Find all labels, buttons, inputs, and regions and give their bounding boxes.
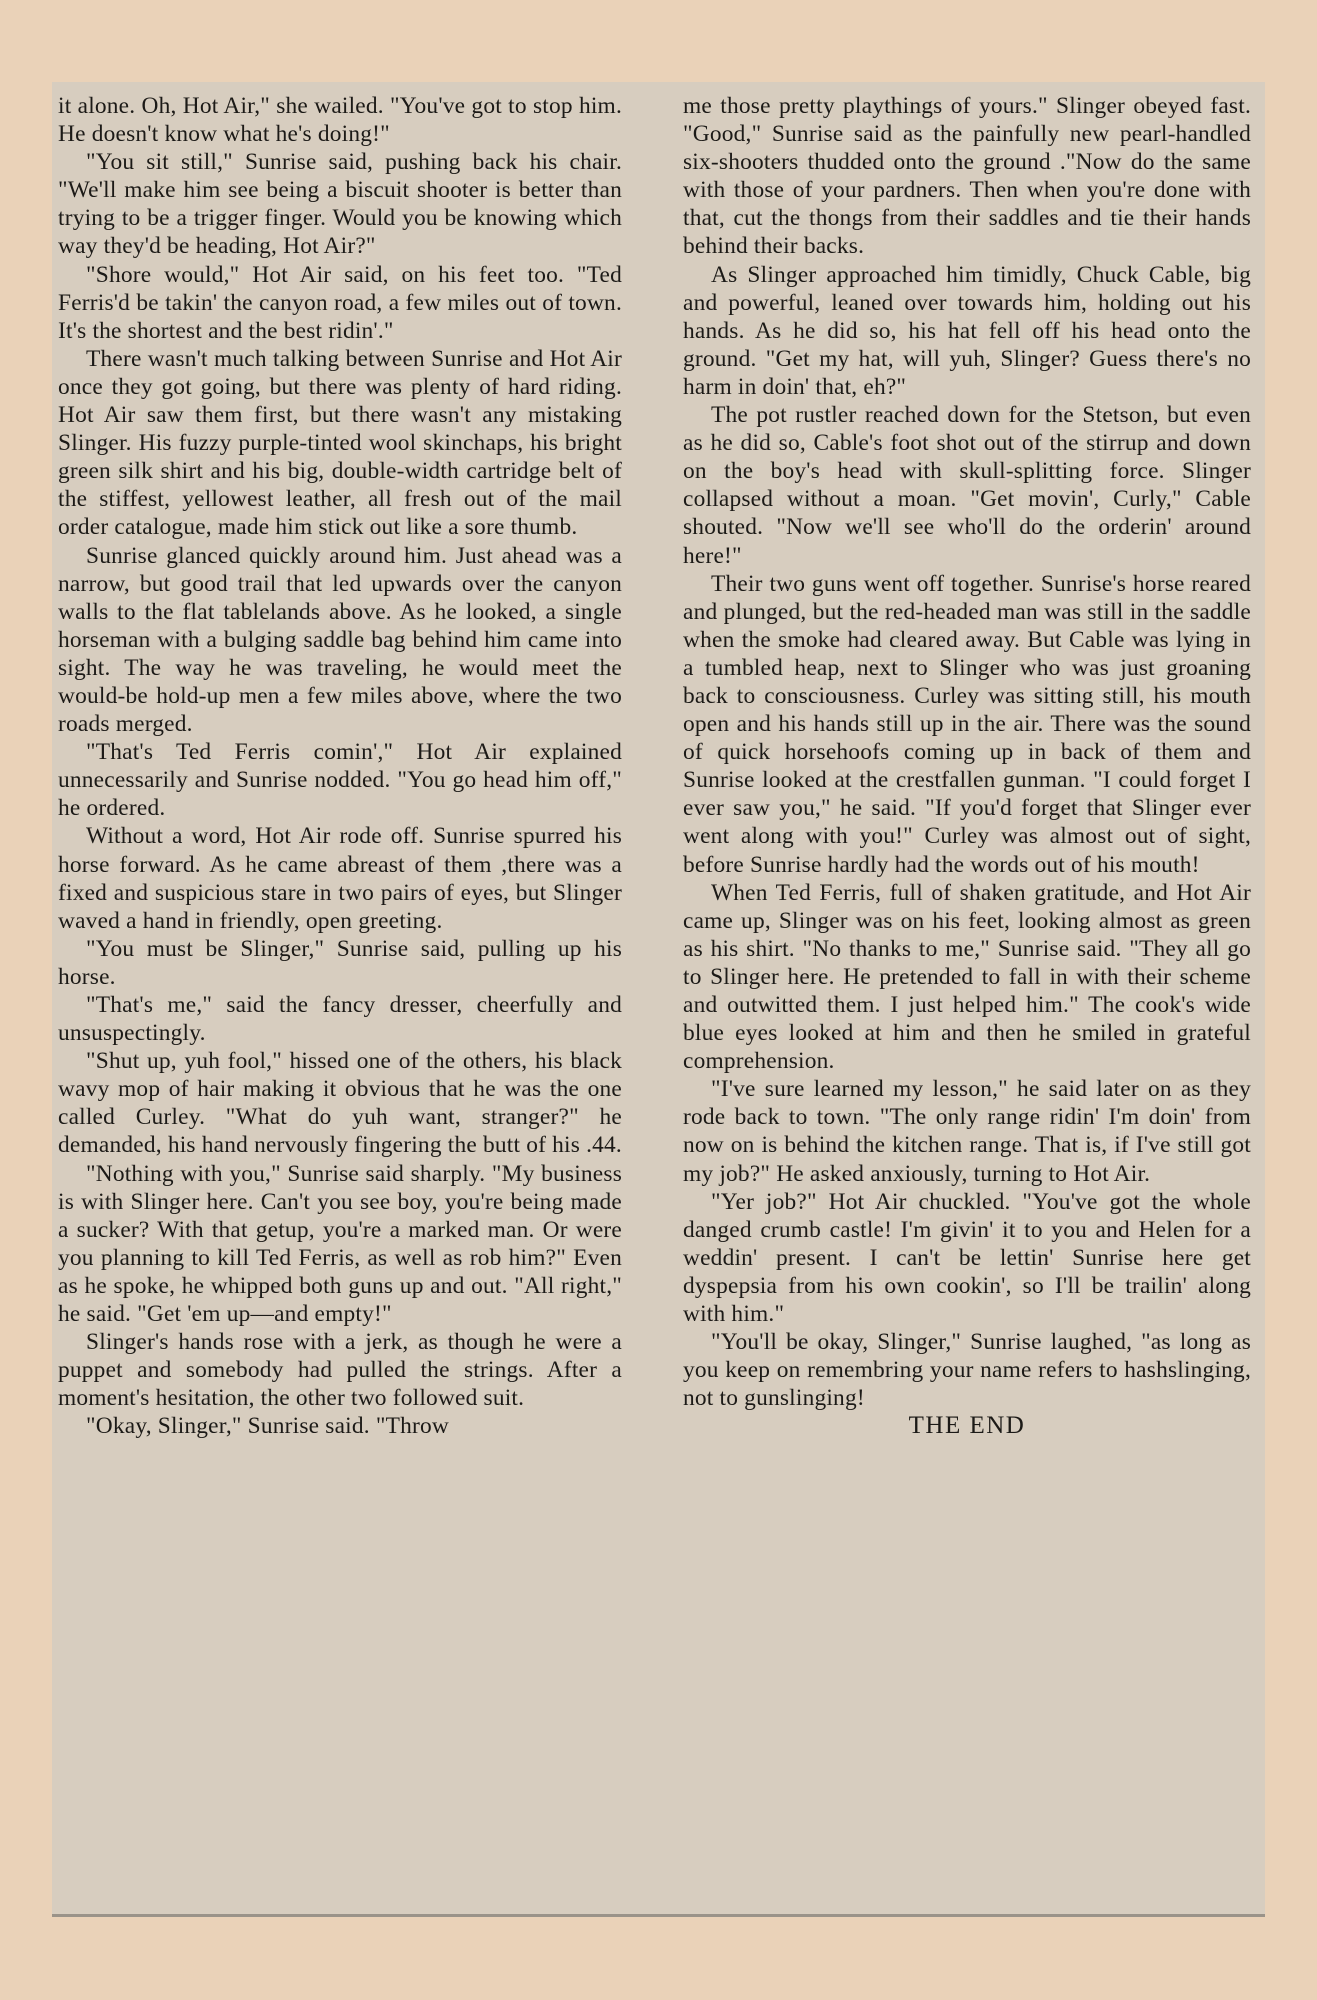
paragraph: "Shore would," Hot Air said, on his feet too. "Ted Ferris'd be takin' the canyon road, a few miles out of town. It's the shortest and the best ridin'." <box>58 261 622 344</box>
paragraph: As Slinger approached him timidly, Chuck Cable, big and powerful, leaned over towards him, holding out his hands. As he did so, his hat fell off his head onto the ground. "Get my hat, will yuh, Slinger? Guess there's no harm in doin' that, eh?" <box>683 261 1251 400</box>
paragraph: There wasn't much talking between Sunrise and Hot Air once they got going, but there was plenty of hard riding. Hot Air saw them first, but there wasn't any mistaking Slinger. His fuzzy purple-tinted wool skinchaps, his bright green silk shirt and his big, double-width cartridge belt of the stiffest, yellowest leather, all fresh out of the mail order catalogue, made him stick out like a sore thumb. <box>58 345 622 541</box>
paragraph: "You'll be okay, Slinger," Sunrise laughed, "as long as you keep on remembring your name refers to hashslinging, not to gunslinging! <box>683 1329 1251 1412</box>
paragraph: it alone. Oh, Hot Air," she wailed. "You've got to stop him. He doesn't know what he's doing!" <box>58 93 622 148</box>
paragraph: "You sit still," Sunrise said, pushing back his chair. "We'll make him see being a biscuit shooter is better than trying to be a trigger finger. Would you be knowing which way they'd be heading, Hot Air?" <box>58 149 622 260</box>
paragraph: Slinger's hands rose with a jerk, as though he were a puppet and somebody had pulled the strings. After a moment's hesitation, the other two followed suit. <box>58 1329 622 1412</box>
paragraph: "Shut up, yuh fool," hissed one of the others, his black wavy mop of hair making it obvious that he was the one called Curley. "What do yuh want, stranger?" he demanded, his hand nervously fingering the butt of his .44. <box>58 1048 622 1159</box>
paragraph: Their two guns went off together. Sunrise's horse reared and plunged, but the red-headed man was still in the saddle when the smoke had cleared away. But Cable was lying in a tumbled heap, next to Slinger who was just groaning back to consciousness. Curley was sitting still, his mouth open and his hands still up in the air. There was the sound of quick horsehoofs coming up in back of them and Sunrise looked at the crestfallen gunman. "I could forget I ever saw you," he said. "If you'd forget that Slinger ever went along with you!" Curley was almost out of sight, before Sunrise hardly had the words out of his mouth! <box>683 570 1251 878</box>
paragraph: Sunrise glanced quickly around him. Just ahead was a narrow, but good trail that led upwards over the canyon walls to the flat tablelands above. As he looked, a single horseman with a bulging saddle bag behind him came into sight. The way he was traveling, he would meet the would-be hold-up men a few miles above, where the two roads merged. <box>58 542 622 738</box>
paragraph: "That's Ted Ferris comin'," Hot Air explained unnecessarily and Sunrise nodded. "You go head him off," he ordered. <box>58 739 622 822</box>
the-end-label: THE END <box>908 1412 1026 1440</box>
paragraph: "I've sure learned my lesson," he said later on as they rode back to town. "The only range ridin' I'm doin' from now on is behind the kitchen range. That is, if I've still got my job?" He asked anxiously, turning to Hot Air. <box>683 1076 1251 1187</box>
paragraph: "Nothing with you," Sunrise said sharply. "My business is with Slinger here. Can't you see boy, you're being made a sucker? With that getup, you're a marked man. Or were you planning to kill Ted Ferris, as well as rob him?" Even as he spoke, he whipped both guns up and out. "All right," he said. "Get 'em up—and empty!" <box>58 1160 622 1328</box>
paragraph: "That's me," said the fancy dresser, cheerfully and unsuspectingly. <box>58 992 622 1047</box>
paragraph: "Okay, Slinger," Sunrise said. "Throw <box>86 1413 449 1440</box>
paragraph: "You must be Slinger," Sunrise said, pulling up his horse. <box>58 935 622 990</box>
paragraph: Without a word, Hot Air rode off. Sunrise spurred his horse forward. As he came abreast of them ,there was a fixed and suspicious stare in two pairs of eyes, but Slinger waved a hand in friendly, open greeting. <box>58 823 622 934</box>
paragraph: "Yer job?" Hot Air chuckled. "You've got the whole danged crumb castle! I'm givin' it to you and Helen for a weddin' present. I can't be lettin' Sunrise here get dyspepsia from his own cookin', so I'll be trailin' along with him." <box>683 1188 1251 1328</box>
paragraph: The pot rustler reached down for the Stetson, but even as he did so, Cable's foot shot out of the stirrup and down on the boy's head with skull-splitting force. Slinger collapsed without a moan. "Get movin', Curly," Cable shouted. "Now we'll see who'll do the orderin' around here!" <box>683 402 1251 569</box>
paragraph: When Ted Ferris, full of shaken gratitude, and Hot Air came up, Slinger was on his feet, looking almost as green as his shirt. "No thanks to me," Sunrise said. "They all go to Slinger here. He pretended to fall in with their scheme and outwitted them. I just helped him." The cook's wide blue eyes looked at him and then he smiled in grateful comprehension. <box>683 879 1251 1075</box>
right-column <box>683 92 1251 1441</box>
paragraph: me those pretty playthings of yours." Slinger obeyed fast. "Good," Sunrise said as the painfully new pearl-handled six-shooters thudded onto the ground ."Now do the same with those of your pardners. Then when you're done with that, cut the thongs from their saddles and tie their hands behind their backs. <box>683 93 1251 260</box>
left-column <box>58 92 622 1441</box>
